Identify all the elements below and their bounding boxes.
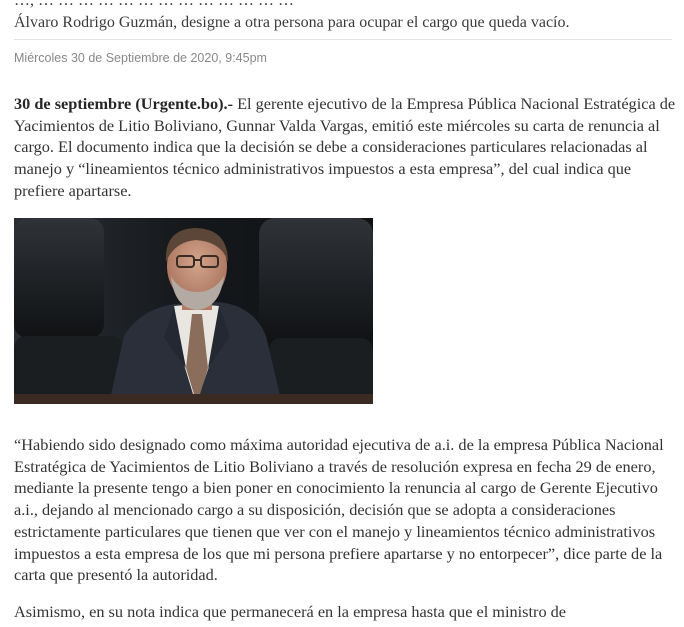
- article-kicker: 30 de septiembre (Urgente.bo).-: [14, 94, 233, 113]
- article-lead-paragraph: [14, 93, 676, 202]
- article-photo: [14, 218, 373, 404]
- previous-paragraph-line-cut: …, … … … … … … … … … … … … …: [14, 0, 294, 9]
- article-lead: [14, 93, 676, 202]
- article-quote-paragraph: “Habiendo sido designado como máxima autoridad ejecutiva de a.i. de la empresa Pública Nacional Estratégica de Yacimientos de Litio Boliviano a través de resolución expresa en fecha 29 de enero, mediante la presente tengo a bien poner en conocimiento la renuncia al cargo de Gerente Ejecutivo a.i., dejando al mencionado cargo a su disposición, decisión que se adopta a consideraciones estrictamente particulares que tienen que ver con el manejo y lineamientos técnico administrativos impuestos a esta empresa de los que mi persona prefiere apartarse y no entorpecer”, dice parte de la carta que presentó la autoridad.: [14, 435, 664, 585]
- previous-paragraph-line-last: Álvaro Rodrigo Guzmán, designe a otra persona para ocupar el cargo que queda vacío.: [14, 14, 570, 31]
- portrait-photo: [14, 218, 373, 404]
- article-closing-paragraph: Asimismo, en su nota indica que permanecerá en la empresa hasta que el ministro de: [14, 602, 567, 621]
- article-dateline: Miércoles 30 de Septiembre de 2020, 9:45pm: [14, 51, 267, 65]
- previous-paragraph: [14, 0, 684, 34]
- article-closing: [14, 601, 678, 623]
- article-quote: [14, 434, 678, 586]
- article-lead-text: El gerente ejecutivo de la Empresa Pública Nacional Estratégica de Yacimientos de Litio Boliviano, Gunnar Valda Vargas, emitió este miércoles su carta de renuncia al cargo. El documento indica que la decisión se debe a consideraciones particulares relacionadas al manejo y “lineamientos técnico administrativos impuestos a esta empresa”, del cual indica que prefiere apartarse.: [14, 94, 676, 200]
- divider: [14, 39, 672, 40]
